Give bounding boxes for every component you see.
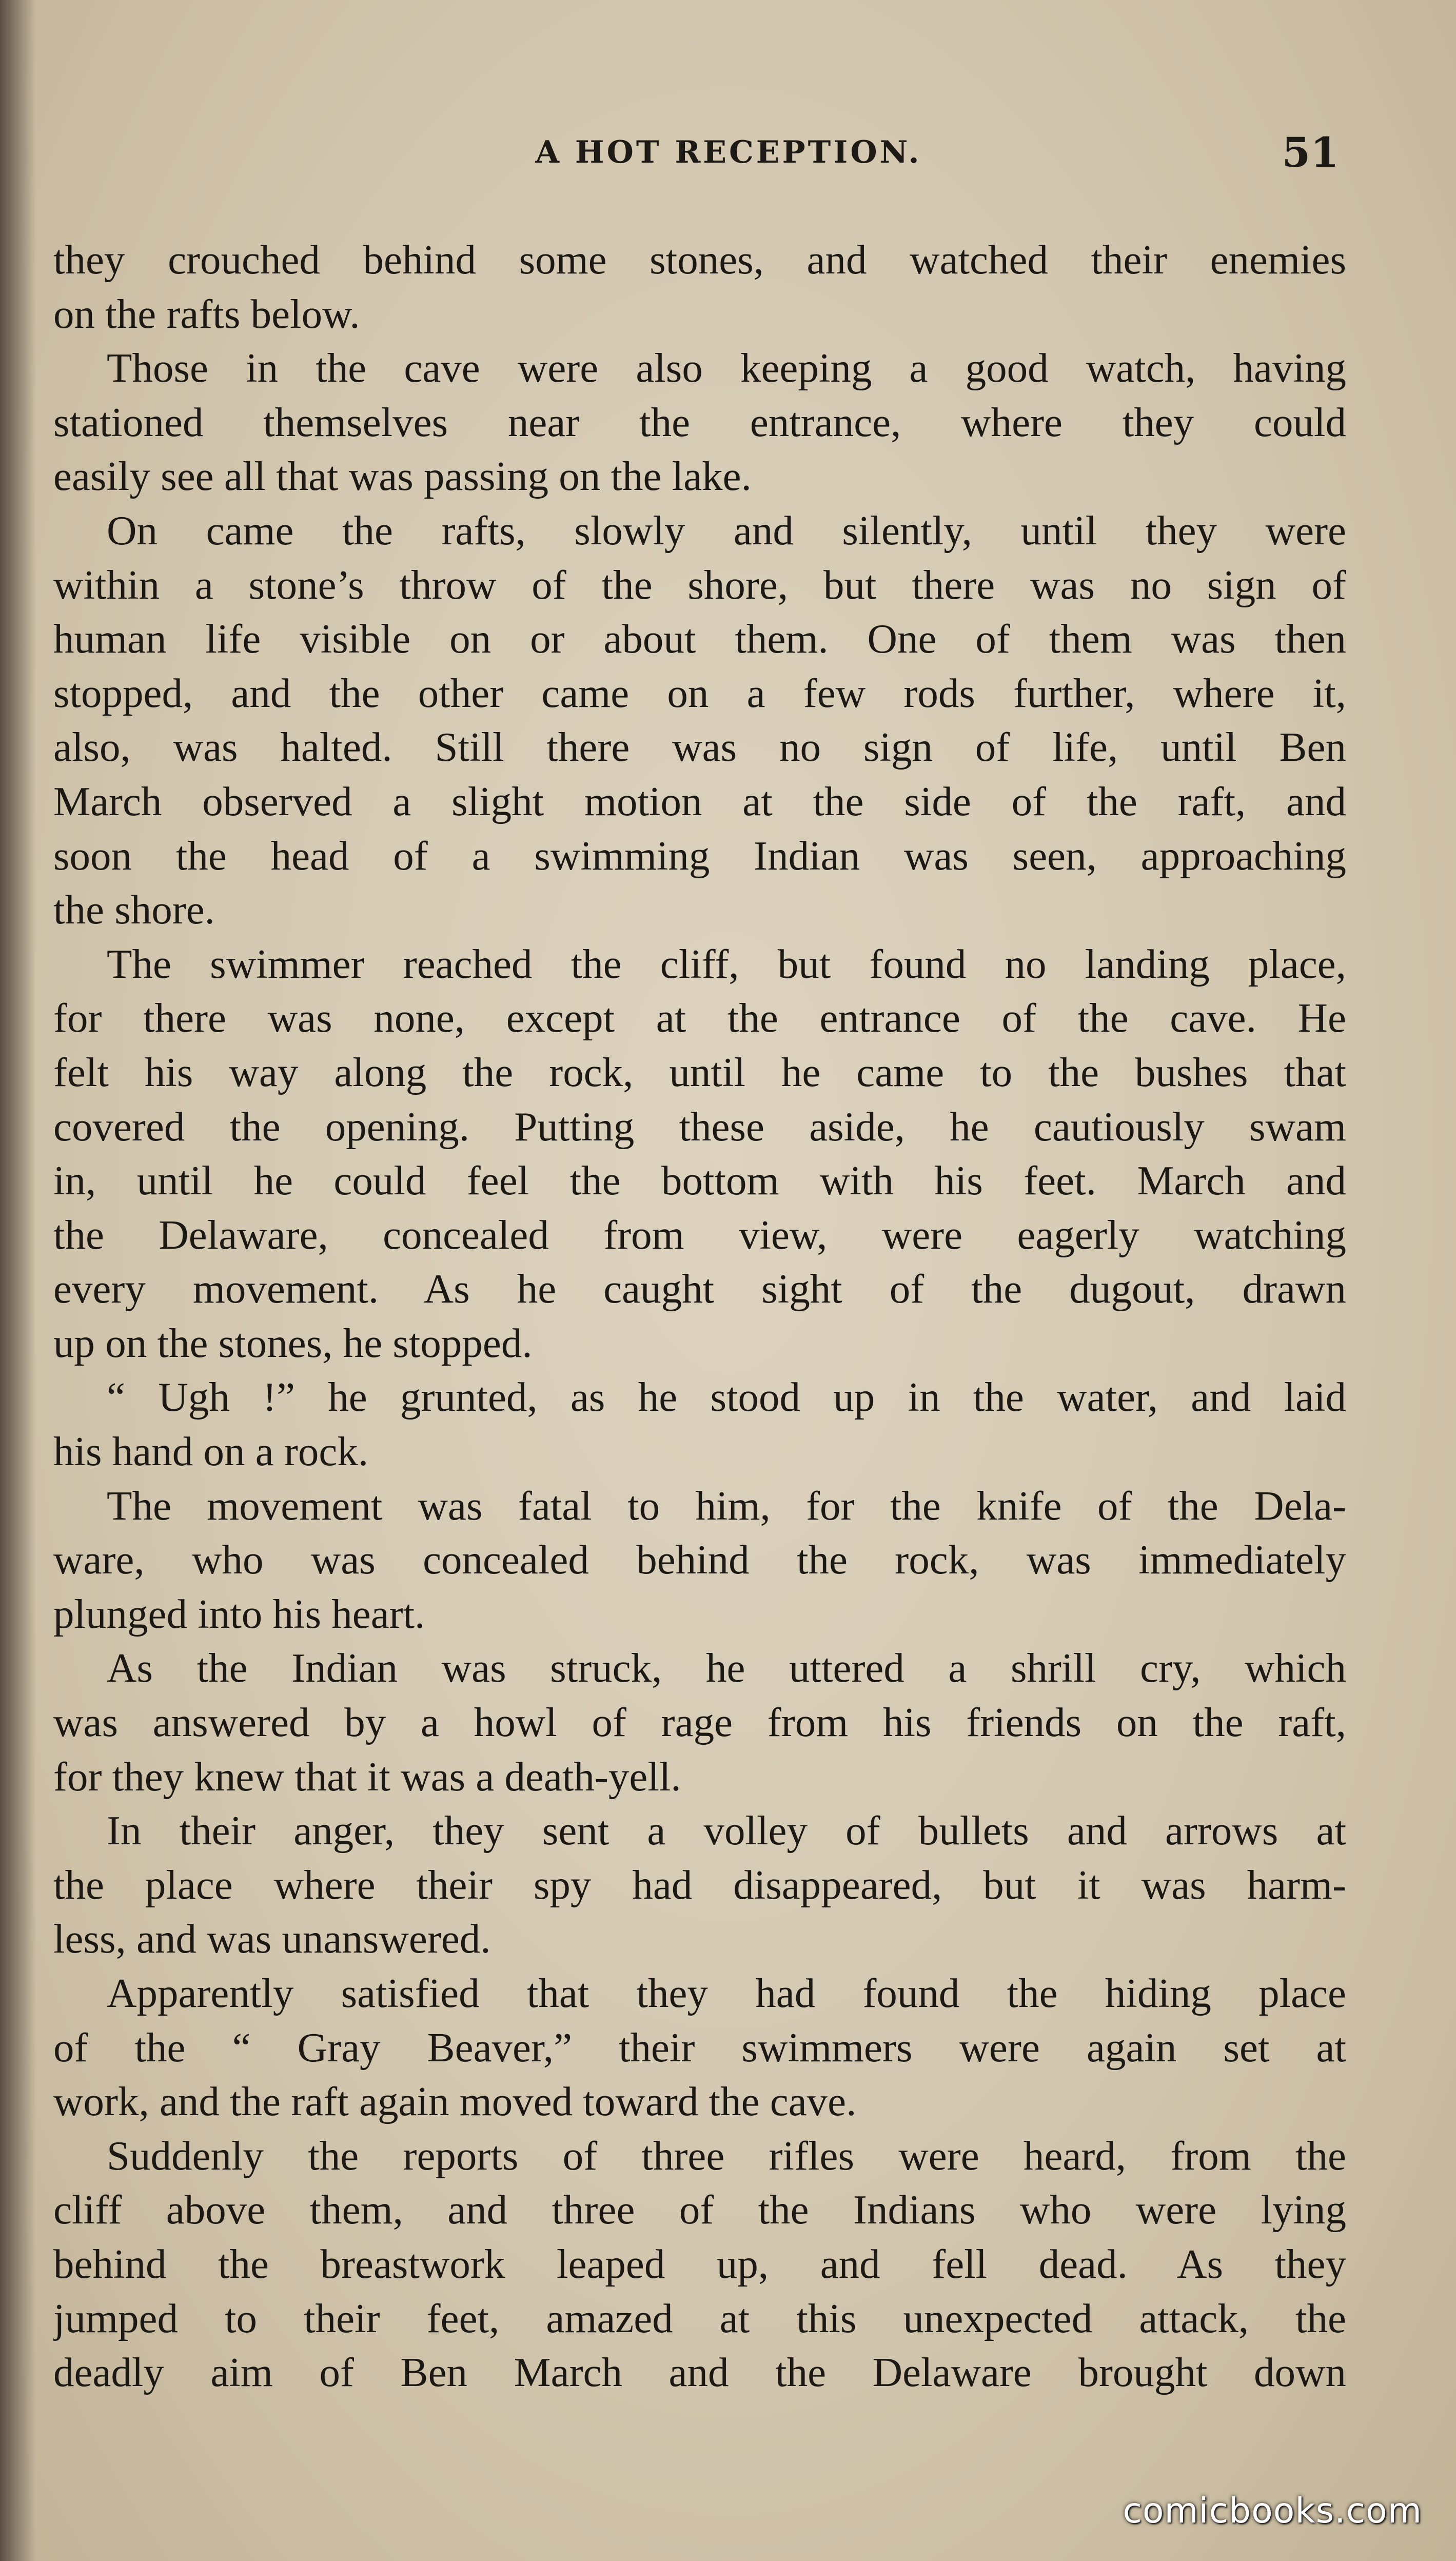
text-line: easily see all that was passing on the lake.: [53, 453, 752, 500]
text-line: every movement. As he caught sight of the dugout, drawn: [53, 1266, 1346, 1312]
text-line: within a stone’s throw of the shore, but there was no sign of: [53, 561, 1346, 608]
text-line: The swimmer reached the cliff, but found no landing place,: [107, 940, 1346, 987]
text-line: On came the rafts, slowly and silently, until they were: [107, 507, 1346, 554]
text-line: they crouched behind some stones, and watched their enemies: [53, 237, 1346, 283]
text-line: ware, who was concealed behind the rock, was immediately: [53, 1536, 1346, 1583]
text-line: stopped, and the other came on a few rods further, where it,: [53, 669, 1346, 716]
text-line: stationed themselves near the entrance, where they could: [53, 399, 1346, 445]
text-line: work, and the raft again moved toward the cave.: [53, 2078, 857, 2125]
text-line: deadly aim of Ben March and the Delaware brought down: [53, 2349, 1346, 2396]
text-line: up on the stones, he stopped.: [53, 1319, 533, 1366]
text-line: human life visible on or about them. One of them was then: [53, 616, 1346, 662]
running-head: [118, 128, 1339, 186]
text-line: for they knew that it was a death-yell.: [53, 1753, 681, 1800]
text-line: soon the head of a swimming Indian was seen, approaching: [53, 832, 1346, 879]
text-line: behind the breastwork leaped up, and fell dead. As they: [53, 2240, 1346, 2287]
chapter-heading: A HOT RECEPTION.: [535, 134, 922, 170]
text-line: As the Indian was struck, he uttered a shrill cry, which: [107, 1645, 1346, 1691]
text-line: jumped to their feet, amazed at this unexpected attack, the: [53, 2295, 1346, 2341]
watermark: comicbooks.com: [1123, 2491, 1422, 2531]
text-line: covered the opening. Putting these aside, he cautiously swam: [53, 1103, 1346, 1150]
text-line: in, until he could feel the bottom with his feet. March and: [53, 1157, 1346, 1204]
text-line: the Delaware, concealed from view, were eagerly watching: [53, 1211, 1346, 1258]
text-line: cliff above them, and three of the Indians who were lying: [53, 2186, 1346, 2233]
text-line: The movement was fatal to him, for the knife of the Dela-: [107, 1482, 1346, 1529]
text-line: Apparently satisfied that they had found the hiding place: [107, 1970, 1346, 2016]
text-line: of the “ Gray Beaver,” their swimmers were again set at: [53, 2024, 1346, 2071]
text-line: the shore.: [53, 887, 215, 933]
body-text: [53, 233, 1346, 2400]
text-line: Those in the cave were also keeping a good watch, having: [107, 345, 1346, 391]
text-line: “ Ugh !” he grunted, as he stood up in the water, and laid: [107, 1374, 1346, 1421]
text-line: on the rafts below.: [53, 290, 360, 337]
page-gutter-shadow: [0, 0, 36, 2561]
text-line: felt his way along the rock, until he came to the bushes that: [53, 1049, 1346, 1095]
text-line: was answered by a howl of rage from his friends on the raft,: [53, 1699, 1346, 1746]
text-line: also, was halted. Still there was no sign of life, until Ben: [53, 724, 1346, 771]
text-line: plunged into his heart.: [53, 1590, 425, 1637]
text-line: for there was none, except at the entrance of the cave. He: [53, 995, 1346, 1041]
text-line: Suddenly the reports of three rifles were heard, from the: [107, 2132, 1346, 2179]
page-number: 51: [1282, 128, 1339, 176]
text-line: In their anger, they sent a volley of bullets and arrows at: [107, 1807, 1346, 1854]
text-line: the place where their spy had disappeared, but it was harm-: [53, 1861, 1346, 1908]
text-line: his hand on a rock.: [53, 1428, 369, 1475]
text-line: less, and was unanswered.: [53, 1916, 491, 1962]
text-line: March observed a slight motion at the side of the raft, and: [53, 778, 1346, 824]
